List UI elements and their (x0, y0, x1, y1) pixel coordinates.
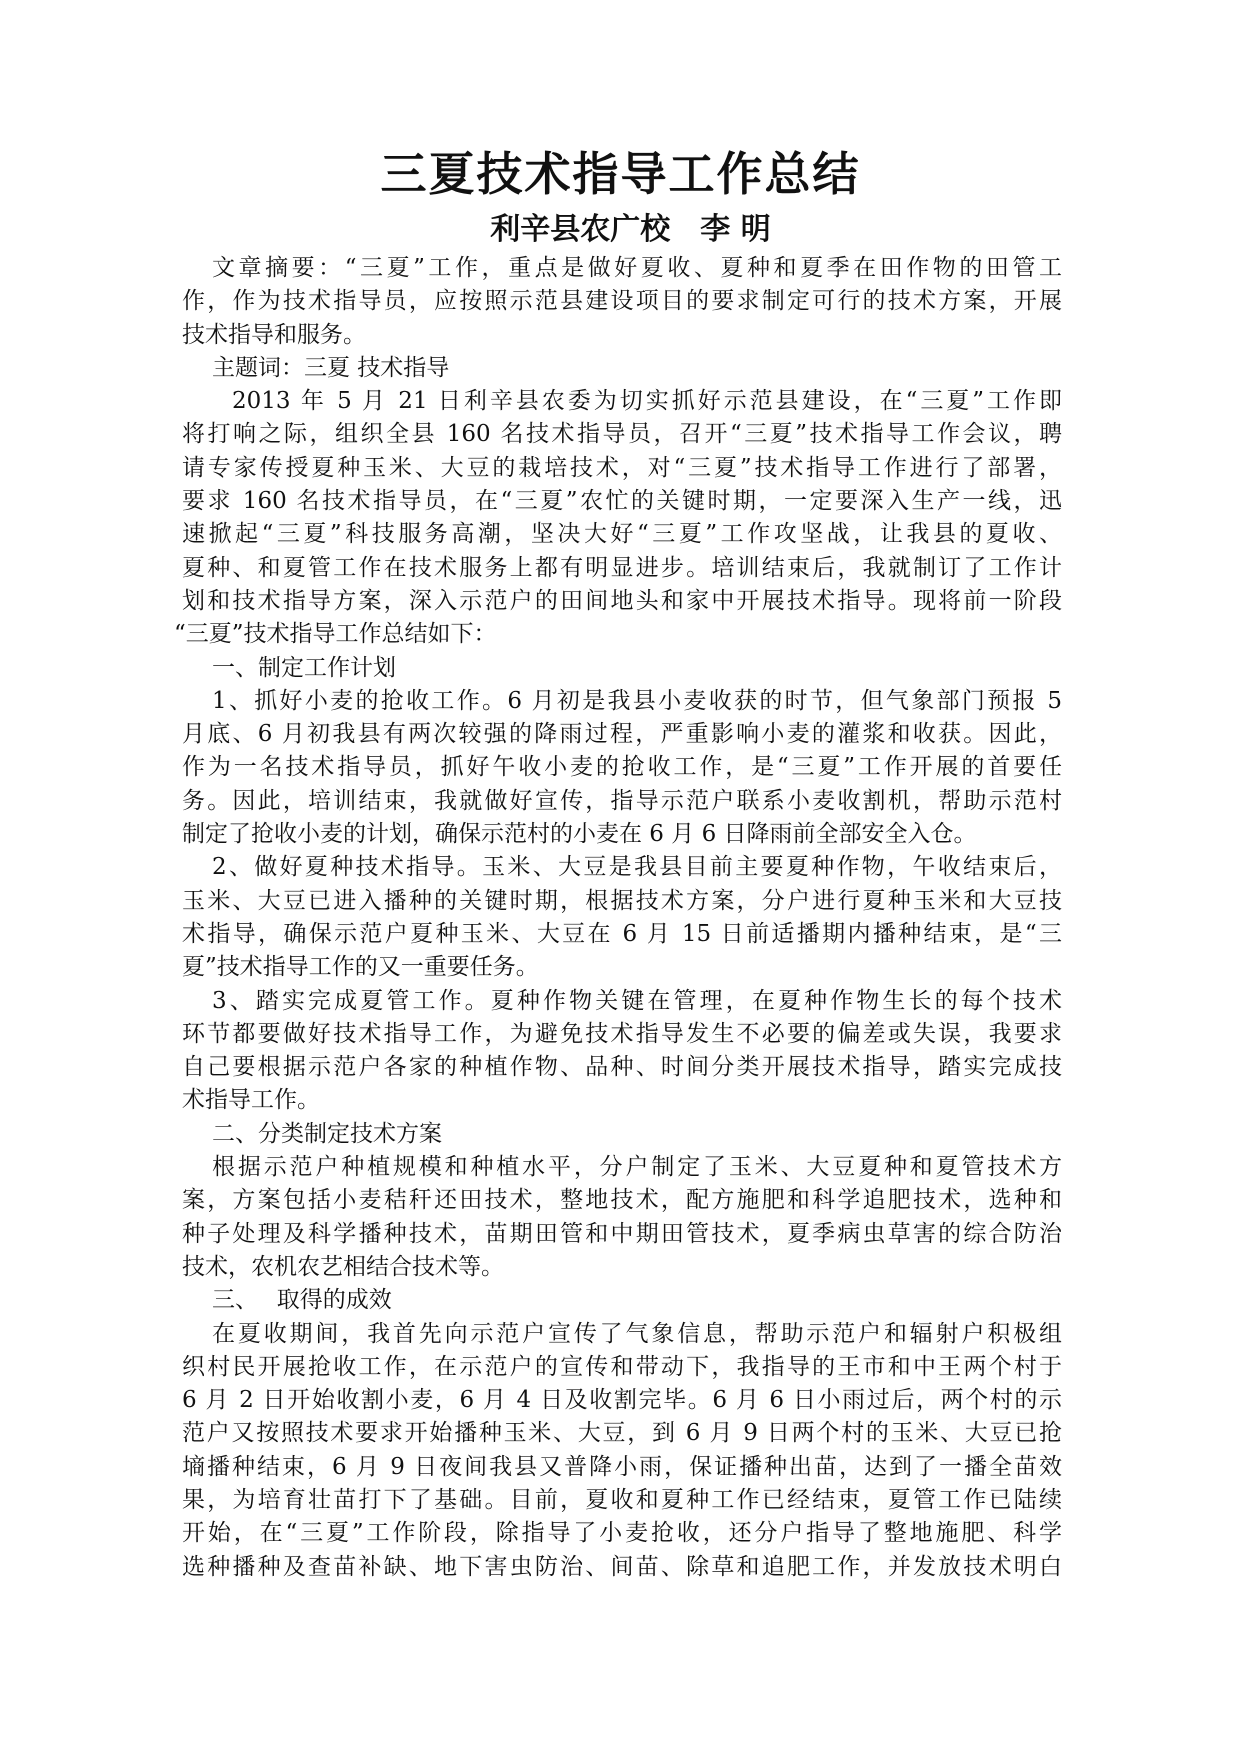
paragraph-line: 2013 年 5 月 21 日利辛县农委为切实抓好示范县建设，在“三夏”工作即 (232, 388, 1062, 415)
paragraph-line: 将打响之际，组织全县 160 名技术指导员，召开“三夏”技术指导工作会议，聘 (182, 421, 1062, 448)
paragraph-line: 速掀起“三夏”科技服务高潮，坚决大好“三夏”工作攻坚战，让我县的夏收、 (182, 521, 1062, 548)
paragraph-line: 务。因此，培训结束，我就做好宣传，指导示范户联系小麦收割机，帮助示范村 (182, 787, 1062, 814)
paragraph-line: 技术，农机农艺相结合技术等。 (182, 1253, 504, 1280)
paragraph-line: 术指导，确保示范户夏种玉米、大豆在 6 月 15 日前适播期内播种结束，是“三 (182, 920, 1062, 947)
paragraph-line: 开始，在“三夏”工作阶段，除指导了小麦抢收，还分户指导了整地施肥、科学 (182, 1520, 1062, 1547)
paragraph-line: 作为一名技术指导员，抓好午收小麦的抢收工作，是“三夏”工作开展的首要任 (182, 754, 1062, 781)
abstract-line: 技术指导和服务。 (182, 321, 366, 348)
paragraph-line: 要求 160 名技术指导员，在“三夏”农忙的关键时期，一定要深入生产一线，迅 (182, 488, 1062, 515)
paragraph-line: 6 月 2 日开始收割小麦，6 月 4 日及收割完毕。6 月 6 日小雨过后，两个村的示 (182, 1387, 1062, 1414)
paragraph-line: 夏”技术指导工作的又一重要任务。 (182, 954, 539, 981)
paragraph-line: 案，方案包括小麦秸秆还田技术，整地技术，配方施肥和科学追肥技术，选种和 (182, 1187, 1062, 1214)
abstract-line: 作，作为技术指导员，应按照示范县建设项目的要求制定可行的技术方案，开展 (182, 288, 1062, 315)
paragraph-line: 墒播种结束，6 月 9 日夜间我县又普降小雨，保证播种出苗，达到了一播全苗效 (182, 1453, 1062, 1480)
section-heading: 二、分类制定技术方案 (212, 1120, 442, 1147)
keywords-line: 主题词：三夏 技术指导 (212, 354, 450, 381)
paragraph-line: 2、做好夏种技术指导。玉米、大豆是我县目前主要夏种作物，午收结束后， (212, 854, 1062, 881)
paragraph-line: 术指导工作。 (182, 1087, 320, 1114)
section-heading: 三、 取得的成效 (212, 1287, 392, 1314)
paragraph-line: 环节都要做好技术指导工作，为避免技术指导发生不必要的偏差或失误，我要求 (182, 1020, 1062, 1047)
section-heading: 一、制定工作计划 (212, 654, 396, 681)
paragraph-line: 1、抓好小麦的抢收工作。6 月初是我县小麦收获的时节，但气象部门预报 5 (212, 687, 1062, 714)
paragraph-line: 在夏收期间，我首先向示范户宣传了气象信息，帮助示范户和辐射户积极组 (212, 1320, 1062, 1347)
paragraph-line: 月底、6 月初我县有两次较强的降雨过程，严重影响小麦的灌浆和收获。因此， (182, 721, 1062, 748)
paragraph-line: “三夏”技术指导工作总结如下： (174, 621, 497, 648)
document-body (174, 252, 1062, 1584)
paragraph-line: 划和技术指导方案，深入示范户的田间地头和家中开展技术指导。现将前一阶段 (182, 587, 1062, 614)
paragraph-line: 果，为培育壮苗打下了基础。目前，夏收和夏种工作已经结束，夏管工作已陆续 (182, 1486, 1062, 1513)
paragraph-line: 范户又按照技术要求开始播种玉米、大豆，到 6 月 9 日两个村的玉米、大豆已抢 (182, 1420, 1062, 1447)
document-title: 三夏技术指导工作总结 (380, 147, 861, 201)
author-line: 利辛县农广校 李 明 (490, 212, 771, 247)
paragraph-line: 玉米、大豆已进入播种的关键时期，根据技术方案，分户进行夏种玉米和大豆技 (182, 887, 1062, 914)
paragraph-line: 夏种、和夏管工作在技术服务上都有明显进步。培训结束后，我就制订了工作计 (182, 554, 1062, 581)
paragraph-line: 请专家传授夏种玉米、大豆的栽培技术，对“三夏”技术指导工作进行了部署， (182, 454, 1062, 481)
paragraph-line: 织村民开展抢收工作，在示范户的宣传和带动下，我指导的王市和中王两个村于 (182, 1353, 1062, 1380)
paragraph-line: 根据示范户种植规模和种植水平，分户制定了玉米、大豆夏种和夏管技术方 (212, 1154, 1062, 1181)
paragraph-line: 选种播种及查苗补缺、地下害虫防治、间苗、除草和追肥工作，并发放技术明白 (182, 1553, 1062, 1580)
abstract-line: 文章摘要：“三夏”工作，重点是做好夏收、夏种和夏季在田作物的田管工 (212, 255, 1062, 281)
paragraph-line: 3、踏实完成夏管工作。夏种作物关键在管理，在夏种作物生长的每个技术 (212, 987, 1062, 1014)
paragraph-line: 自己要根据示范户各家的种植作物、品种、时间分类开展技术指导，踏实完成技 (182, 1054, 1062, 1081)
paragraph-line: 制定了抢收小麦的计划，确保示范村的小麦在 6 月 6 日降雨前全部安全入仓。 (182, 821, 977, 848)
paragraph-line: 种子处理及科学播种技术，苗期田管和中期田管技术，夏季病虫草害的综合防治 (182, 1220, 1062, 1247)
